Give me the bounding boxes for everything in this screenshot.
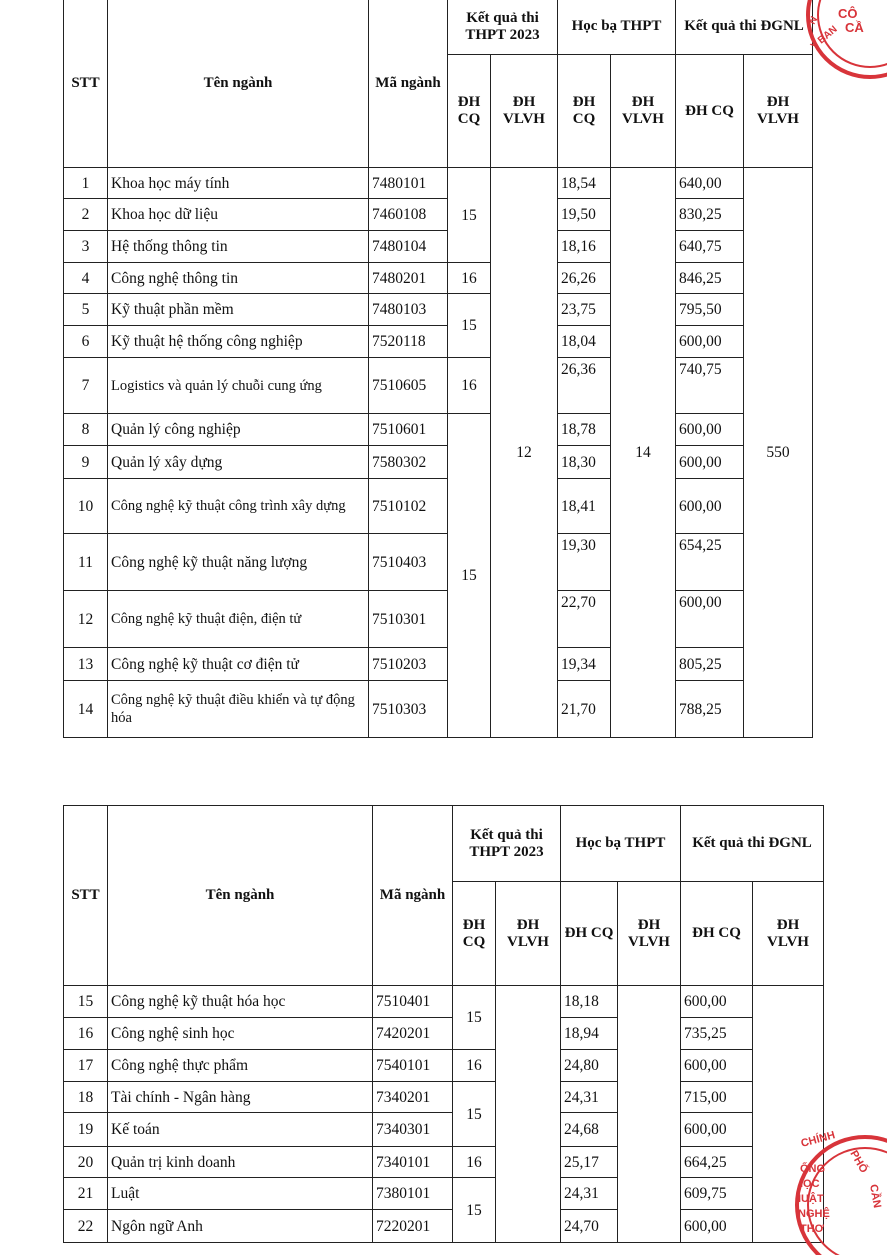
stamp-text: THƠ — [800, 1223, 825, 1235]
stamp-text: Y BAN — [808, 23, 840, 53]
header-dgnl-cq: ĐH CQ — [681, 882, 753, 986]
major-code-cell: 7510303 — [369, 681, 448, 738]
stt-cell: 5 — [64, 294, 108, 326]
stt-cell: 4 — [64, 263, 108, 294]
stt-cell: 12 — [64, 591, 108, 648]
major-code-cell: 7510403 — [369, 534, 448, 591]
thpt-cq-score-cell: 15 — [448, 168, 491, 263]
header-thpt: Kết quả thi THPT 2023 — [448, 0, 558, 55]
thpt-cq-score-cell: 16 — [448, 263, 491, 294]
admission-scores-table-1 — [63, 0, 813, 738]
dgnl-cq-score-cell: 664,25 — [681, 1147, 753, 1178]
major-code-cell: 7540101 — [373, 1050, 453, 1082]
hocba-cq-score-cell: 18,94 — [561, 1018, 618, 1050]
stamp-text: CÔ — [838, 6, 858, 21]
stt-cell: 7 — [64, 358, 108, 414]
thpt-cq-score-cell: 15 — [453, 986, 496, 1050]
major-name-cell: Công nghệ sinh học — [108, 1018, 373, 1050]
stt-cell: 2 — [64, 199, 108, 231]
dgnl-cq-score-cell: 609,75 — [681, 1178, 753, 1210]
header-name: Tên ngành — [108, 806, 373, 986]
header-dgnl-cq: ĐH CQ — [676, 55, 744, 168]
major-name-cell: Công nghệ kỹ thuật điện, điện tử — [108, 591, 369, 648]
major-name-cell: Công nghệ thực phẩm — [108, 1050, 373, 1082]
major-code-cell: 7340101 — [373, 1147, 453, 1178]
hocba-vlvh-score-cell: 14 — [611, 168, 676, 738]
hocba-cq-score-cell: 18,30 — [558, 446, 611, 479]
thpt-cq-score-cell: 15 — [453, 1178, 496, 1243]
major-code-cell: 7480101 — [369, 168, 448, 199]
major-name-cell: Quản trị kinh doanh — [108, 1147, 373, 1178]
major-code-cell: 7510203 — [369, 648, 448, 681]
table-row — [64, 591, 813, 648]
table-row — [64, 231, 813, 263]
major-name-cell: Công nghệ kỹ thuật công trình xây dựng — [108, 479, 369, 534]
dgnl-cq-score-cell: 600,00 — [676, 446, 744, 479]
stt-cell: 9 — [64, 446, 108, 479]
thpt-cq-score-cell: 15 — [448, 294, 491, 358]
major-code-cell: 7340201 — [373, 1082, 453, 1113]
hocba-cq-score-cell: 24,68 — [561, 1113, 618, 1147]
table-row — [64, 199, 813, 231]
red-seal-stamp-top — [800, 0, 887, 100]
thpt-cq-score-cell: 15 — [448, 414, 491, 738]
dgnl-cq-score-cell: 600,00 — [681, 1050, 753, 1082]
dgnl-cq-score-cell: 740,75 — [676, 358, 744, 414]
hocba-cq-score-cell: 18,18 — [561, 986, 618, 1018]
table-row — [64, 986, 824, 1018]
major-name-cell: Quản lý công nghiệp — [108, 414, 369, 446]
thpt-cq-score-cell: 16 — [453, 1147, 496, 1178]
admission-scores-table-2 — [63, 805, 824, 1243]
stamp-text: IỌC — [800, 1178, 820, 1190]
header-code: Mã ngành — [373, 806, 453, 986]
table-row — [64, 1210, 824, 1243]
dgnl-cq-score-cell: 600,00 — [676, 326, 744, 358]
major-name-cell: Logistics và quản lý chuỗi cung ứng — [108, 358, 369, 414]
hocba-cq-score-cell: 19,30 — [558, 534, 611, 591]
dgnl-cq-score-cell: 654,25 — [676, 534, 744, 591]
header-stt: STT — [64, 0, 108, 168]
stt-cell: 10 — [64, 479, 108, 534]
stt-cell: 21 — [64, 1178, 108, 1210]
stt-cell: 13 — [64, 648, 108, 681]
hocba-cq-score-cell: 18,54 — [558, 168, 611, 199]
major-name-cell: Công nghệ kỹ thuật điều khiển và tự động hóa — [108, 681, 369, 738]
table-header — [64, 0, 813, 168]
table-row — [64, 648, 813, 681]
table-row — [64, 681, 813, 738]
major-code-cell: 7480103 — [369, 294, 448, 326]
hocba-cq-score-cell: 18,78 — [558, 414, 611, 446]
stt-cell: 19 — [64, 1113, 108, 1147]
stt-cell: 11 — [64, 534, 108, 591]
major-code-cell: 7510605 — [369, 358, 448, 414]
table-row — [64, 358, 813, 414]
table-row — [64, 1113, 824, 1147]
stt-cell: 16 — [64, 1018, 108, 1050]
dgnl-cq-score-cell: 600,00 — [676, 591, 744, 648]
major-code-cell: 7460108 — [369, 199, 448, 231]
stt-cell: 3 — [64, 231, 108, 263]
major-name-cell: Khoa học máy tính — [108, 168, 369, 199]
table-row — [64, 263, 813, 294]
header-stt: STT — [64, 806, 108, 986]
dgnl-cq-score-cell: 600,00 — [676, 414, 744, 446]
header-name: Tên ngành — [108, 0, 369, 168]
hocba-cq-score-cell: 22,70 — [558, 591, 611, 648]
dgnl-cq-score-cell: 600,00 — [681, 1210, 753, 1243]
thpt-vlvh-score-cell — [496, 986, 561, 1243]
major-name-cell: Công nghệ thông tin — [108, 263, 369, 294]
dgnl-cq-score-cell: 640,75 — [676, 231, 744, 263]
hocba-cq-score-cell: 24,70 — [561, 1210, 618, 1243]
table-row — [64, 446, 813, 479]
major-code-cell: 7340301 — [373, 1113, 453, 1147]
stt-cell: 15 — [64, 986, 108, 1018]
stt-cell: 17 — [64, 1050, 108, 1082]
dgnl-cq-score-cell: 805,25 — [676, 648, 744, 681]
stamp-text: ỐNG — [800, 1163, 826, 1175]
table-row — [64, 414, 813, 446]
header-thpt-cq: ĐH CQ — [448, 55, 491, 168]
table-row — [64, 168, 813, 199]
hocba-cq-score-cell: 25,17 — [561, 1147, 618, 1178]
major-name-cell: Công nghệ kỹ thuật hóa học — [108, 986, 373, 1018]
stamp-text: NGHỆ — [798, 1208, 830, 1220]
header-hocba-vlvh: ĐH VLVH — [611, 55, 676, 168]
major-code-cell: 7380101 — [373, 1178, 453, 1210]
hocba-cq-score-cell: 18,04 — [558, 326, 611, 358]
stt-cell: 1 — [64, 168, 108, 199]
major-code-cell: 7520118 — [369, 326, 448, 358]
major-code-cell: 7510301 — [369, 591, 448, 648]
stamp-text: PHỐ — [847, 1148, 870, 1176]
hocba-cq-score-cell: 19,34 — [558, 648, 611, 681]
dgnl-vlvh-score-cell: 550 — [744, 168, 813, 738]
header-dgnl-vlvh: ĐH VLVH — [744, 55, 813, 168]
header-dgnl: Kết quả thi ĐGNL — [676, 0, 813, 55]
stt-cell: 14 — [64, 681, 108, 738]
table-row — [64, 1178, 824, 1210]
hocba-cq-score-cell: 26,36 — [558, 358, 611, 414]
table-row — [64, 1050, 824, 1082]
major-code-cell: 7510601 — [369, 414, 448, 446]
header-dgnl-vlvh: ĐH VLVH — [753, 882, 824, 986]
header-hocba-cq: ĐH CQ — [561, 882, 618, 986]
major-name-cell: Công nghệ kỹ thuật cơ điện tử — [108, 648, 369, 681]
major-name-cell: Quản lý xây dựng — [108, 446, 369, 479]
hocba-cq-score-cell: 24,31 — [561, 1178, 618, 1210]
hocba-cq-score-cell: 24,80 — [561, 1050, 618, 1082]
table-row — [64, 1147, 824, 1178]
table-row — [64, 1018, 824, 1050]
major-code-cell: 7510102 — [369, 479, 448, 534]
dgnl-cq-score-cell: 735,25 — [681, 1018, 753, 1050]
table-row — [64, 326, 813, 358]
header-hocba-cq: ĐH CQ — [558, 55, 611, 168]
thpt-cq-score-cell: 15 — [453, 1082, 496, 1147]
major-name-cell: Khoa học dữ liệu — [108, 199, 369, 231]
hocba-cq-score-cell: 24,31 — [561, 1082, 618, 1113]
major-name-cell: Hệ thống thông tin — [108, 231, 369, 263]
header-thpt: Kết quả thi THPT 2023 — [453, 806, 561, 882]
header-thpt-vlvh: ĐH VLVH — [496, 882, 561, 986]
major-code-cell: 7480201 — [369, 263, 448, 294]
major-name-cell: Luật — [108, 1178, 373, 1210]
stamp-text: CẦN — [867, 1183, 884, 1210]
hocba-cq-score-cell: 23,75 — [558, 294, 611, 326]
table-header — [64, 806, 824, 986]
header-thpt-cq: ĐH CQ — [453, 882, 496, 986]
hocba-cq-score-cell: 26,26 — [558, 263, 611, 294]
hocba-cq-score-cell: 21,70 — [558, 681, 611, 738]
dgnl-cq-score-cell: 600,00 — [681, 1113, 753, 1147]
hocba-cq-score-cell: 18,41 — [558, 479, 611, 534]
stt-cell: 18 — [64, 1082, 108, 1113]
table-row — [64, 479, 813, 534]
stt-cell: 6 — [64, 326, 108, 358]
major-name-cell: Công nghệ kỹ thuật năng lượng — [108, 534, 369, 591]
stamp-text: IUẬT — [798, 1193, 824, 1205]
dgnl-cq-score-cell: 846,25 — [676, 263, 744, 294]
stamp-text: CHÍNH — [799, 1129, 837, 1150]
dgnl-cq-score-cell: 795,50 — [676, 294, 744, 326]
major-name-cell: Kỹ thuật phần mềm — [108, 294, 369, 326]
table-row — [64, 534, 813, 591]
stt-cell: 22 — [64, 1210, 108, 1243]
major-code-cell: 7510401 — [373, 986, 453, 1018]
table-body — [64, 168, 813, 738]
thpt-cq-score-cell: 16 — [448, 358, 491, 414]
major-name-cell: Ngôn ngữ Anh — [108, 1210, 373, 1243]
dgnl-cq-score-cell: 600,00 — [681, 986, 753, 1018]
red-seal-stamp-bottom — [790, 1125, 887, 1255]
hocba-cq-score-cell: 19,50 — [558, 199, 611, 231]
hocba-cq-score-cell: 18,16 — [558, 231, 611, 263]
header-thpt-vlvh: ĐH VLVH — [491, 55, 558, 168]
major-name-cell: Kỹ thuật hệ thống công nghiệp — [108, 326, 369, 358]
major-code-cell: 7220201 — [373, 1210, 453, 1243]
table-body — [64, 986, 824, 1243]
major-code-cell: 7420201 — [373, 1018, 453, 1050]
thpt-vlvh-score-cell: 12 — [491, 168, 558, 738]
header-dgnl: Kết quả thi ĐGNL — [681, 806, 824, 882]
stamp-text: CẦ — [845, 20, 864, 35]
major-name-cell: Tài chính - Ngân hàng — [108, 1082, 373, 1113]
stt-cell: 20 — [64, 1147, 108, 1178]
thpt-cq-score-cell: 16 — [453, 1050, 496, 1082]
stamp-text: N — [807, 14, 821, 27]
dgnl-cq-score-cell: 640,00 — [676, 168, 744, 199]
dgnl-cq-score-cell: 715,00 — [681, 1082, 753, 1113]
header-hocba: Học bạ THPT — [558, 0, 676, 55]
table-row — [64, 294, 813, 326]
major-code-cell: 7580302 — [369, 446, 448, 479]
hocba-vlvh-score-cell — [618, 986, 681, 1243]
major-name-cell: Kế toán — [108, 1113, 373, 1147]
header-hocba: Học bạ THPT — [561, 806, 681, 882]
dgnl-cq-score-cell: 830,25 — [676, 199, 744, 231]
major-code-cell: 7480104 — [369, 231, 448, 263]
dgnl-cq-score-cell: 600,00 — [676, 479, 744, 534]
dgnl-cq-score-cell: 788,25 — [676, 681, 744, 738]
table-row — [64, 1082, 824, 1113]
header-hocba-vlvh: ĐH VLVH — [618, 882, 681, 986]
header-code: Mã ngành — [369, 0, 448, 168]
stt-cell: 8 — [64, 414, 108, 446]
